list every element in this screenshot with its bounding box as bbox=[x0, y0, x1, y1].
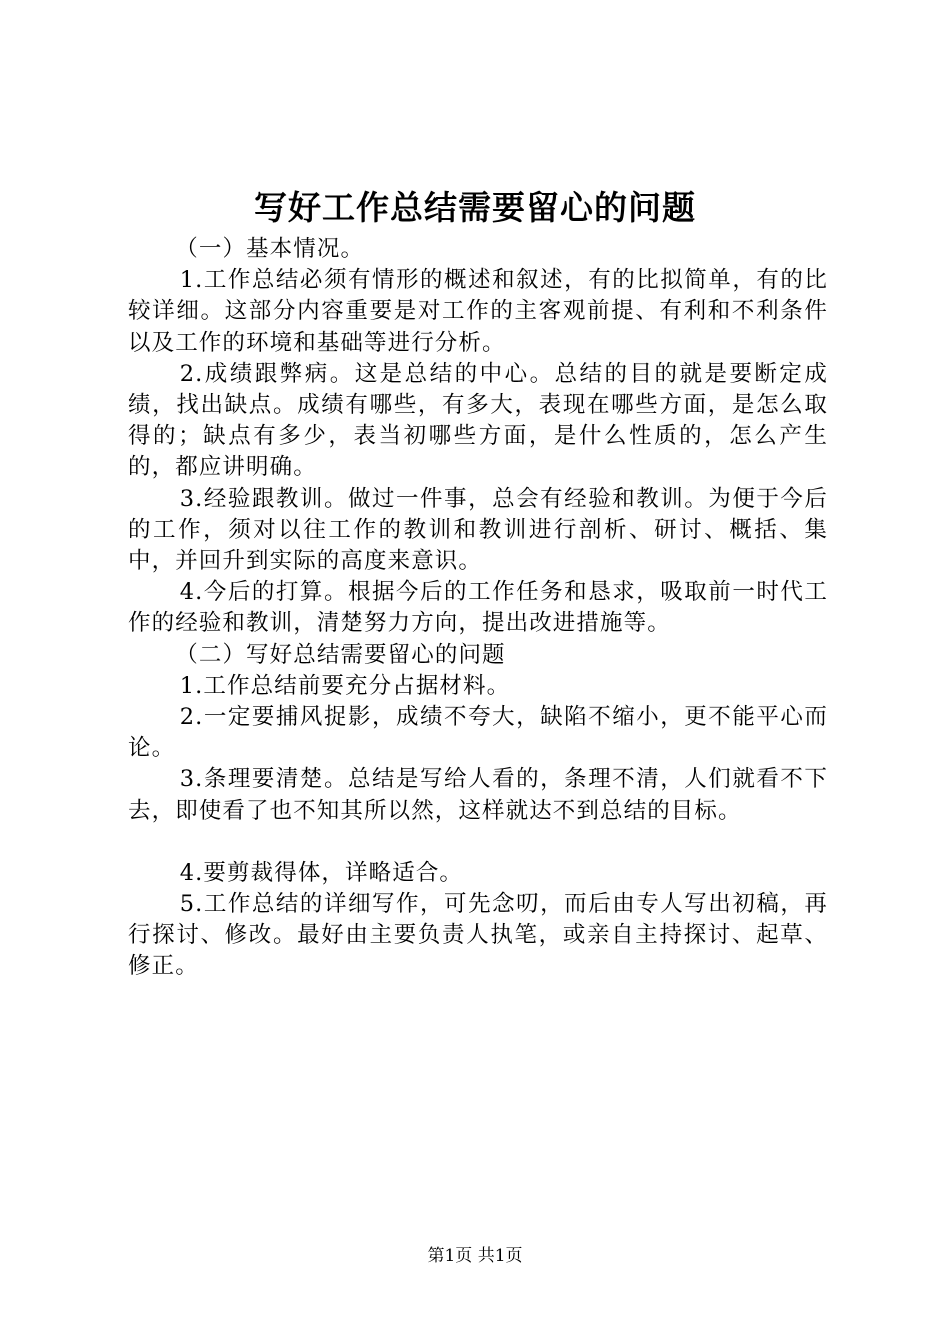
page-number-footer: 第1页 共1页 bbox=[427, 1246, 523, 1266]
paragraph-plans: 4.今后的打算。根据今后的工作任务和恳求，吸取前一时代工作的经验和教训，清楚努力方向，提出改进措施等。 bbox=[128, 579, 828, 637]
document-body bbox=[128, 234, 828, 983]
paragraph-achievements: 2.成绩跟弊病。这是总结的中心。总结的目的就是要断定成绩，找出缺点。成绩有哪些，有多大，表现在哪些方面，是怎么取得的；缺点有多少，表当初哪些方面，是什么性质的，怎么产生的，都应讲明确。 bbox=[128, 360, 828, 481]
document-title: 写好工作总结需要留心的问题 bbox=[254, 188, 696, 227]
paragraph-drafting: 5.工作总结的详细写作，可先念叨，而后由专人写出初稿，再行探讨、修改。最好由主要负责人执笔，或亲自主持探讨、起草、修正。 bbox=[128, 891, 828, 980]
section-heading-basic: （一）基本情况。 bbox=[175, 236, 365, 262]
paragraph-materials: 1.工作总结前要充分占据材料。 bbox=[179, 672, 511, 699]
paragraph-realism: 2.一定要捕风捉影，成绩不夸大，缺陷不缩小，更不能平心而论。 bbox=[128, 704, 828, 762]
paragraph-editing: 4.要剪裁得体，详略适合。 bbox=[179, 859, 464, 886]
paragraph-clarity: 3.条理要清楚。总结是写给人看的，条理不清，人们就看不下去，即使看了也不知其所以然，这样就达不到总结的目标。 bbox=[128, 766, 828, 824]
paragraph-lessons: 3.经验跟教训。做过一件事，总会有经验和教训。为便于今后的工作，须对以往工作的教训和教训进行剖析、研讨、概括、集中，并回升到实际的高度来意识。 bbox=[128, 485, 828, 575]
section-heading-notes: （二）写好总结需要留心的问题 bbox=[175, 641, 506, 668]
paragraph-overview: 1.工作总结必须有情形的概述和叙述，有的比拟简单，有的比较详细。这部分内容重要是对工作的主客观前提、有利和不利条件以及工作的环境和基础等进行分析。 bbox=[128, 267, 828, 356]
